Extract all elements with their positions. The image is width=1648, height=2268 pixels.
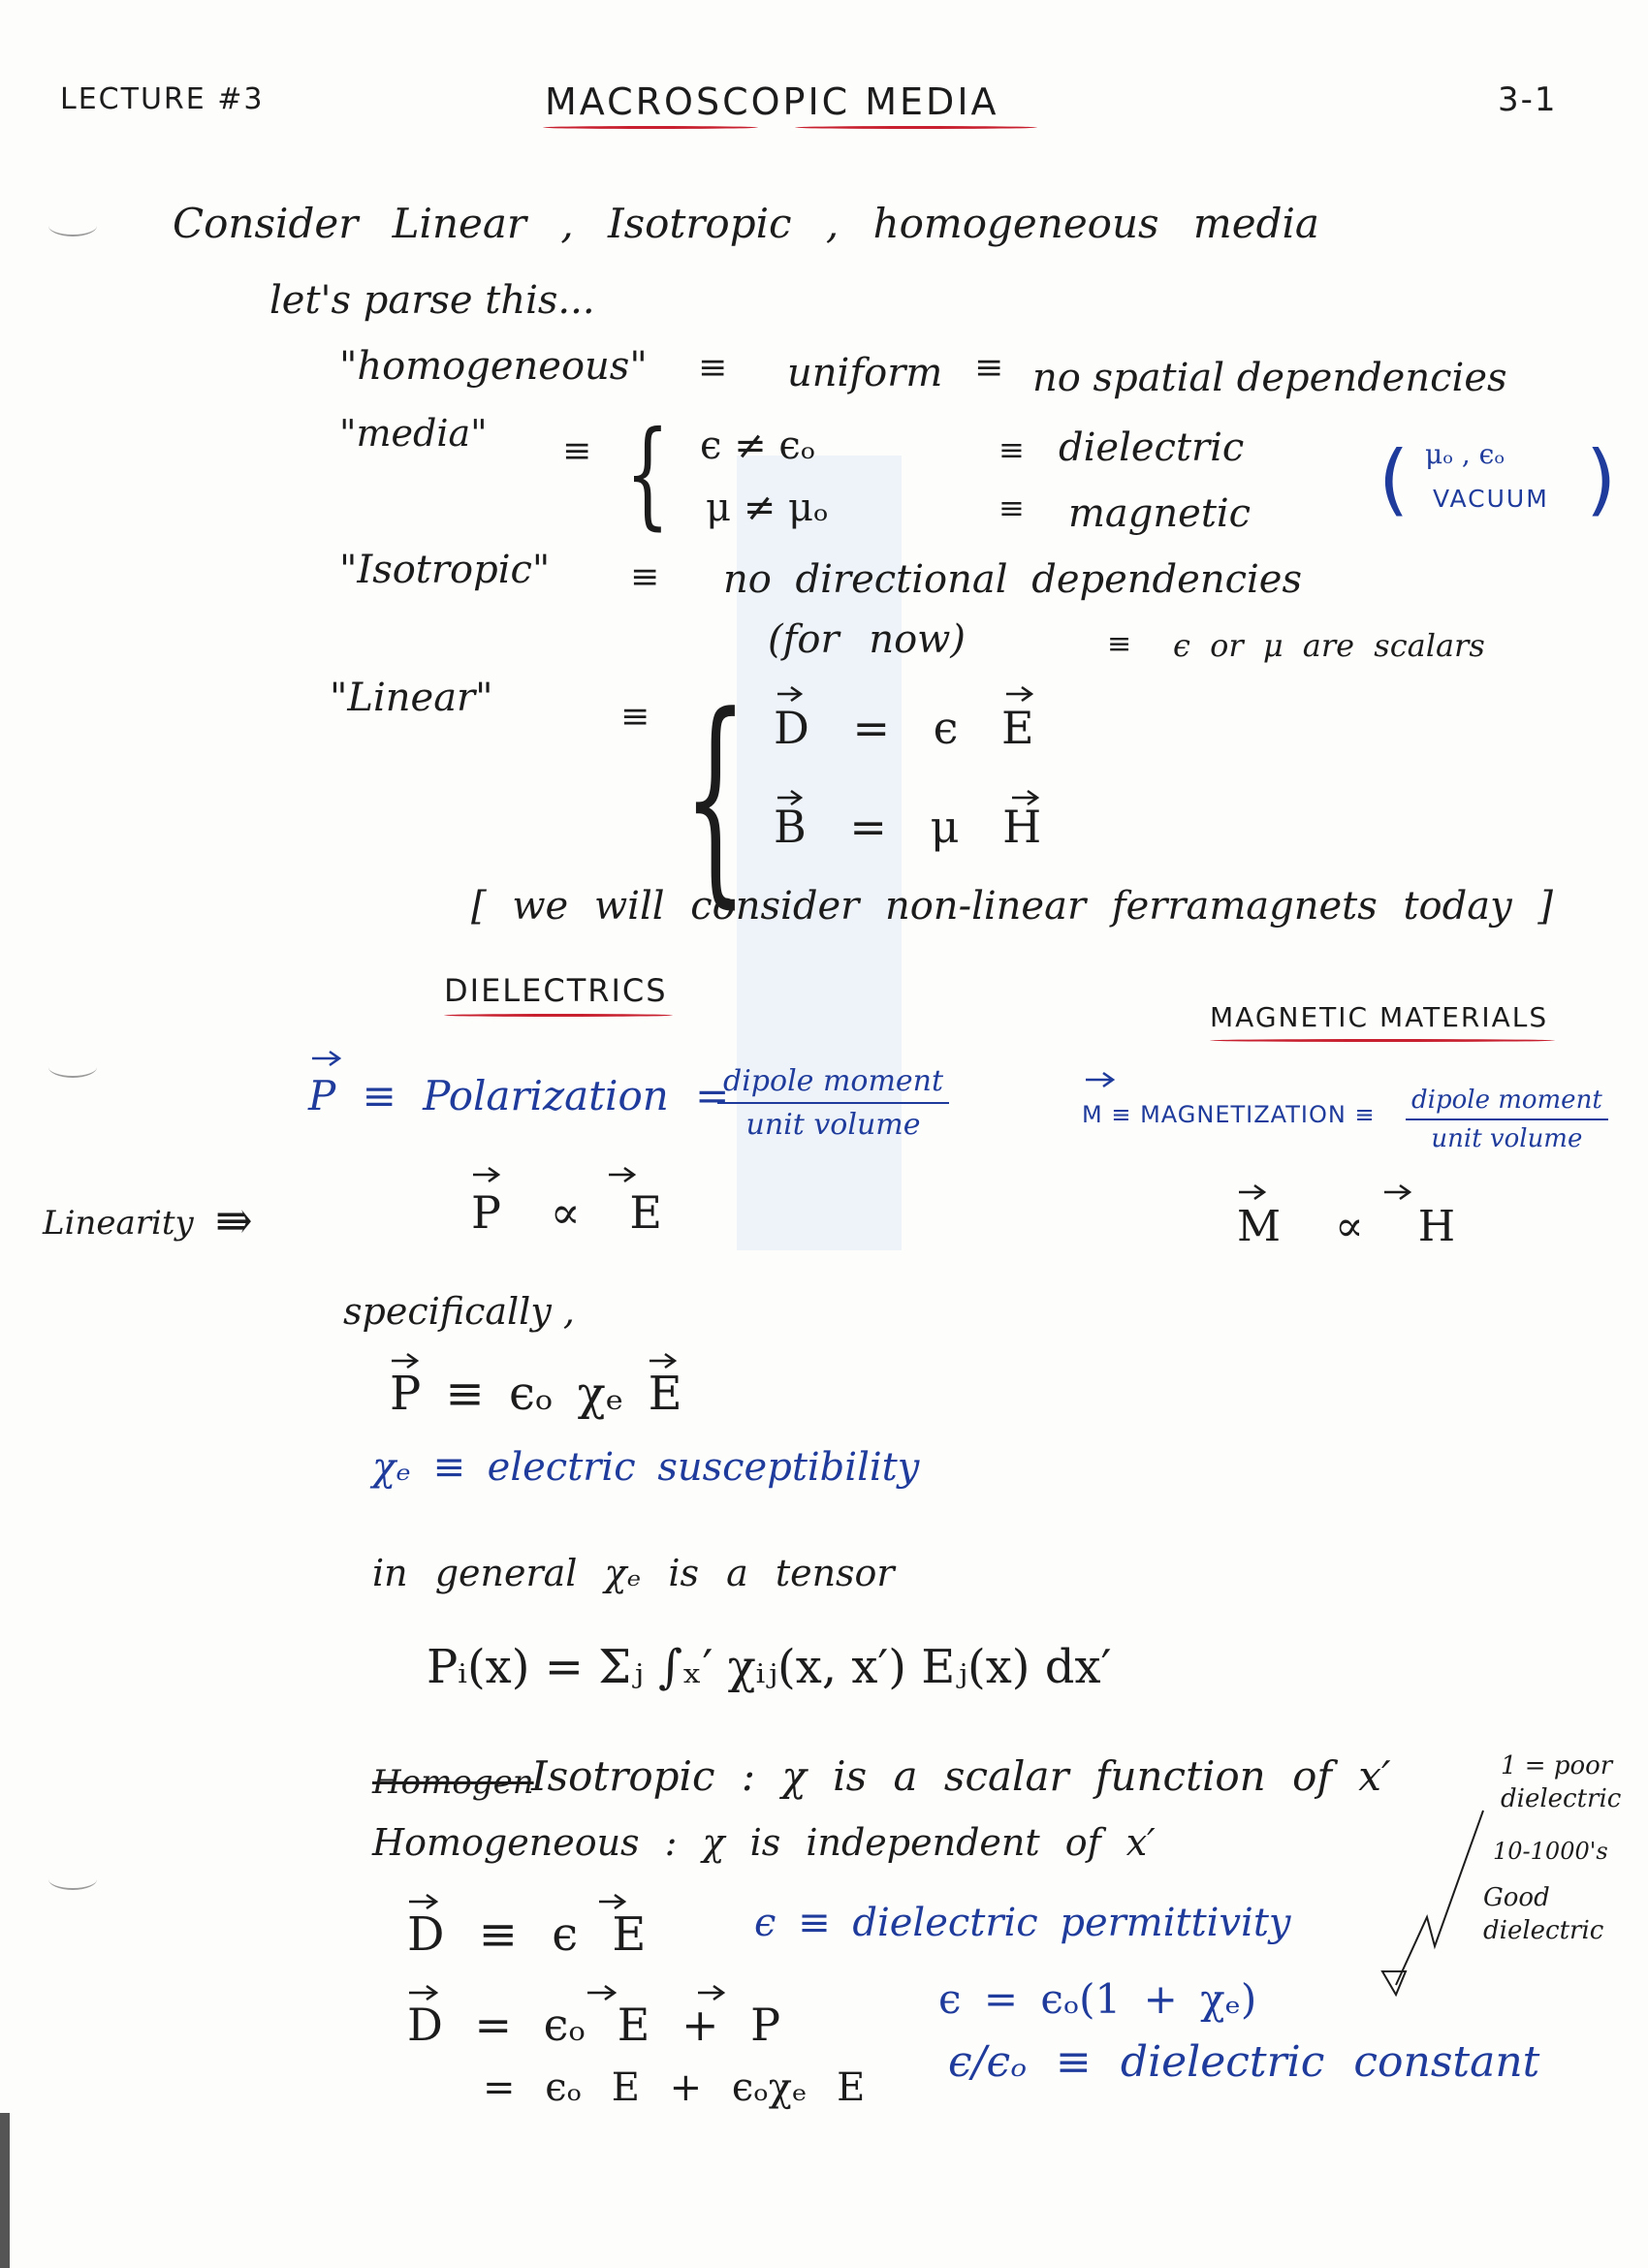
fraction-numerator: dipole moment: [1406, 1086, 1608, 1120]
linearity-label: Linearity: [43, 1204, 194, 1243]
def-isotropic-meaning: no directional dependencies: [723, 557, 1302, 602]
specifically-label: specifically ,: [343, 1290, 575, 1333]
fraction-numerator: dipole moment: [717, 1064, 949, 1104]
media-row-magnetic-condition: μ ≠ μₒ: [706, 486, 829, 530]
def-media-term: "media": [339, 412, 488, 455]
heading-underline: [444, 1014, 673, 1017]
bracket-note: [ we will consider non-linear ferramagnets today ]: [471, 884, 1554, 929]
vacuum-label: VACUUM: [1433, 485, 1549, 513]
media-row-dielectric-condition: ϵ ≠ ϵₒ: [700, 424, 816, 468]
media-dielectric: dielectric: [1059, 425, 1245, 470]
m-proportional-h: M ∝ H: [1237, 1202, 1456, 1251]
d-sum-expanded: = ϵₒ E + ϵₒχₑ E: [483, 2065, 866, 2110]
def-isotropic-term: "Isotropic": [339, 548, 551, 592]
punch-hole-mark: [48, 1056, 97, 1078]
vacuum-close-paren: ): [1586, 434, 1617, 524]
def-equiv: ≡: [1107, 627, 1132, 661]
polarization-definition: P ≡ Polarization =: [308, 1072, 730, 1119]
epsilon-relation: ϵ = ϵₒ(1 + χₑ): [938, 1975, 1257, 2023]
heading-dielectrics: DIELECTRICS: [444, 972, 668, 1009]
def-linear-term: "Linear": [330, 676, 493, 720]
scan-edge: [0, 2113, 10, 2268]
polarization-fraction: [717, 1064, 949, 1142]
vacuum-constants: μₒ , ϵₒ: [1425, 438, 1505, 470]
left-brace: {: [625, 407, 670, 542]
fraction-denominator: unit volume: [1431, 1124, 1583, 1153]
def-equiv: ≡: [974, 348, 1004, 388]
tensor-equation: Pᵢ(x) = Σⱼ ∫ₓ′ χᵢⱼ(x, x′) Eⱼ(x) dx′: [427, 1640, 1112, 1694]
def-scalars: ϵ or μ are scalars: [1173, 627, 1485, 664]
vector-arrows: [471, 1159, 665, 1188]
page-title: MACROSCOPIC MEDIA: [545, 80, 999, 123]
def-uniform: uniform: [787, 351, 943, 395]
title-underline: [795, 126, 1037, 129]
vector-arrow: [308, 1043, 347, 1072]
note-good-dielectric: Good dielectric: [1483, 1883, 1604, 1945]
page-number: 3-1: [1498, 80, 1558, 119]
def-equiv: ≡: [998, 489, 1025, 526]
heading-magnetic-materials: MAGNETIC MATERIALS: [1210, 1001, 1549, 1033]
punch-hole-mark: [48, 1869, 97, 1890]
electric-susceptibility-def: χₑ ≡ electric susceptibility: [372, 1445, 920, 1490]
def-equiv: ≡: [562, 431, 592, 471]
linear-b-equation: B = μ H: [774, 801, 1042, 853]
title-underline: [543, 126, 758, 129]
dielectric-constant-def: ϵ/ϵₒ ≡ dielectric constant: [948, 2037, 1540, 2087]
fraction-denominator: unit volume: [745, 1108, 921, 1142]
tensor-note: in general χₑ is a tensor: [372, 1552, 895, 1594]
def-equiv: ≡: [630, 557, 660, 597]
note-poor-dielectric: 1 = poor dielectric: [1501, 1751, 1622, 1813]
homogeneous-statement: Homogeneous : χ is independent of x′: [372, 1821, 1156, 1864]
d-eq-eps-e: D ≡ ϵ E: [407, 1907, 647, 1962]
dielectric-permittivity-def: ϵ ≡ dielectric permittivity: [754, 1901, 1291, 1945]
implies-arrow: ⇛: [215, 1194, 253, 1246]
punch-hole-mark: [48, 215, 97, 236]
vacuum-open-paren: (: [1379, 434, 1410, 524]
p-equation: P ≡ ϵₒ χₑ E: [390, 1367, 682, 1421]
left-brace: {: [683, 669, 747, 928]
d-sum-equation: D = ϵₒ E + P: [407, 1999, 781, 2051]
linear-d-equation: D = ϵ E: [774, 702, 1034, 754]
def-isotropic-note: (for now): [768, 617, 967, 662]
def-homogeneous-term: "homogeneous": [339, 344, 648, 389]
media-magnetic: magnetic: [1068, 491, 1252, 536]
def-homogeneous-meaning: no spatial dependencies: [1032, 356, 1507, 400]
magnetization-definition: M ≡ MAGNETIZATION ≡: [1082, 1101, 1376, 1128]
intro-parse: let's parse this...: [269, 278, 595, 323]
isotropic-statement: Isotropic : χ is a scalar function of x′: [531, 1752, 1391, 1800]
struck-out-word: Homogen: [372, 1763, 534, 1802]
magnetization-fraction: [1406, 1086, 1608, 1153]
heading-underline: [1210, 1039, 1555, 1042]
intro-consider: Consider Linear , Isotropic , homogeneous media: [173, 200, 1319, 247]
def-equiv: ≡: [998, 431, 1025, 468]
note-good-range: 10-1000's: [1493, 1838, 1608, 1865]
vector-arrow: [1082, 1064, 1121, 1093]
lecture-label: LECTURE #3: [60, 82, 265, 116]
def-equiv: ≡: [620, 697, 650, 737]
p-proportional-e: P ∝ E: [471, 1186, 662, 1239]
def-equiv: ≡: [698, 348, 728, 388]
